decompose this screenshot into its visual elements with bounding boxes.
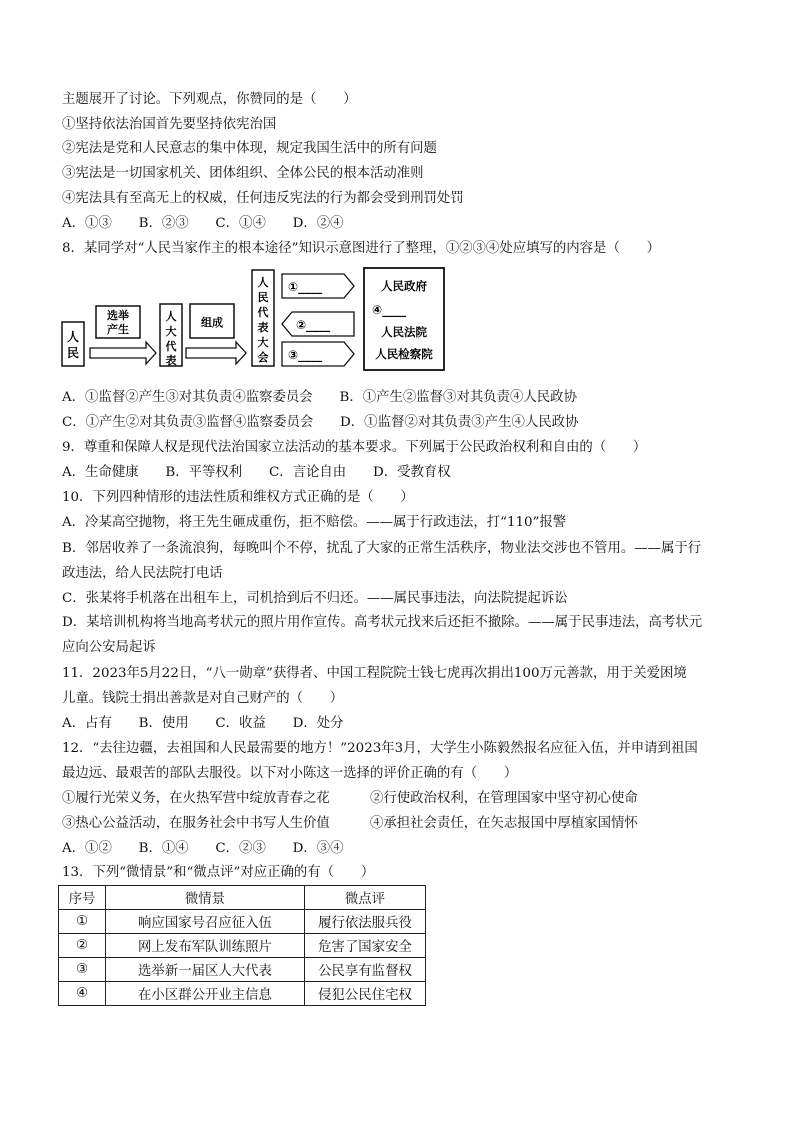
q10-option-b-line-2: 政违法，给人民法院打电话 [62,566,223,581]
q7-stem: 主题展开了讨论。下列观点，你赞同的是（ ） [62,92,357,107]
row-number: ② [59,934,106,958]
q12-stem-line-1: 12．“去往边疆，去祖国和人民最需要的地方！”2023年3月，大学生小陈毅然报名应征入伍，并申请到祖国 [62,741,698,756]
q10-option-d-line-2: 应向公安局起诉 [62,640,156,655]
compose-label: 组成 [201,316,223,329]
q12-options: A．①② B．①④ C．②③ D．③④ [62,841,344,856]
people-label-2: 民 [66,346,80,360]
header-number: 序号 [59,886,106,910]
header-scene: 微情景 [106,886,305,910]
q12-statement-2: ②行使政治权利，在管理国家中坚守初心使命 [370,791,638,806]
deputies-label-3: 代 [165,340,177,353]
q8-stem: 8．某同学对“人民当家作主的根本途径”知识示意图进行了整理，①②③④处应填写的内容是（ ） [62,241,661,256]
arrow-1 [90,342,156,364]
q11-stem-line-1: 11．2023年5月22日，“八一勋章”获得者、中国工程院院士钱七虎再次捐出100万元善款，用于关爱困境 [62,666,687,681]
row-comment: 履行依法服兵役 [305,910,426,934]
q13-stem: 13．下列“微情景”和“微点评”对应正确的有（ ） [62,865,375,880]
deputies-label-2: 大 [165,325,177,338]
table-row [59,934,426,958]
q12-statement-4: ④承担社会责任，在矢志报国中厚植家国情怀 [370,816,638,831]
row-scene: 选举新一届区人大代表 [106,958,305,982]
q10-option-b-line-1: B．邻居收养了一条流浪狗，每晚叫个不停，扰乱了大家的正常生活秩序，物业法交涉也不管用。——属于行 [62,541,702,556]
slot-3-label: ③____ [288,348,323,362]
q12-stem-line-2: 最边远、最艰苦的部队去服役。以下对小陈这一选择的评价正确的有（ ） [62,766,518,781]
q10-option-c: C．张某将手机落在出租车上，司机拾到后不归还。——属民事违法，向法院提起诉讼 [62,591,568,606]
q10-option-d-line-1: D．某培训机构将当地高考状元的照片用作宣传。高考状元找来后还拒不撤除。——属于民事违法，高考状元 [62,615,703,630]
elect-label-2: 产生 [107,323,129,336]
table-header-row [59,886,426,910]
q7-statement-3: ③宪法是一切国家机关、团体组织、全体公民的根本活动准则 [62,166,424,181]
congress-label-1: 人 [257,276,269,289]
table-row [59,910,426,934]
org-3: 人民法院 [381,325,427,339]
congress-label-3: 代 [257,306,269,319]
q7-options: A．①③ B．②③ C．①④ D．②④ [62,216,344,231]
q8-diagram-svg [60,264,450,376]
org-1: 人民政府 [381,279,427,293]
row-comment: 侵犯公民住宅权 [305,982,426,1006]
row-scene: 在小区群公开业主信息 [106,982,305,1006]
row-scene: 响应国家号召应征入伍 [106,910,305,934]
q10-stem: 10．下列四种情形的违法性质和维权方式正确的是（ ） [62,490,414,505]
q11-options: A．占有 B．使用 C．收益 D．处分 [62,716,344,731]
deputies-label-1: 人 [165,310,177,323]
q11-stem-line-2: 儿童。钱院士捐出善款是对自己财产的（ ） [62,691,344,706]
row-number: ③ [59,958,106,982]
row-comment: 危害了国家安全 [305,934,426,958]
row-number: ④ [59,982,106,1006]
slot-1-label: ①____ [288,280,323,294]
congress-label-5: 大 [257,336,269,349]
elect-label-1: 选举 [107,309,129,322]
q8-options-row-1: A．①监督②产生③对其负责④监察委员会 B．①产生②监督③对其负责④人民政协 [62,390,577,405]
org-4: 人民检察院 [375,347,433,361]
org-2: ④____ [372,303,407,317]
row-comment: 公民享有监督权 [305,958,426,982]
q7-statement-1: ①坚持依法治国首先要坚持依宪治国 [62,117,277,132]
table-row [59,958,426,982]
deputies-label-4: 表 [165,354,177,367]
congress-label-2: 民 [257,291,269,304]
people-label-1: 人 [66,330,80,344]
congress-label-4: 表 [257,321,269,334]
slot-2-label: ②____ [296,318,331,332]
header-comment: 微点评 [305,886,426,910]
q13-table [58,885,426,1006]
row-scene: 网上发布军队训练照片 [106,934,305,958]
q8-diagram [60,264,450,376]
q8-options-row-2: C．①产生②对其负责③监督④监察委员会 D．①监督②对其负责③产生④人民政协 [62,415,579,430]
q10-option-a: A．冷某高空抛物，将王先生砸成重伤，拒不赔偿。——属于行政违法，打“110”报警 [62,515,567,530]
table-row [59,982,426,1006]
q7-statement-2: ②宪法是党和人民意志的集中体现，规定我国生活中的所有问题 [62,141,437,156]
q12-statement-1: ①履行光荣义务，在火热军营中绽放青春之花 [62,791,330,806]
q9-stem: 9．尊重和保障人权是现代法治国家立法活动的基本要求。下列属于公民政治权利和自由的（ ） [62,440,647,455]
q7-statement-4: ④宪法具有至高无上的权威，任何违反宪法的行为都会受到刑罚处罚 [62,191,464,206]
arrow-2 [186,342,246,364]
q12-statement-3: ③热心公益活动，在服务社会中书写人生价值 [62,816,330,831]
row-number: ① [59,910,106,934]
q9-options: A．生命健康 B．平等权利 C．言论自由 D．受教育权 [62,465,451,480]
congress-label-6: 会 [257,351,269,364]
